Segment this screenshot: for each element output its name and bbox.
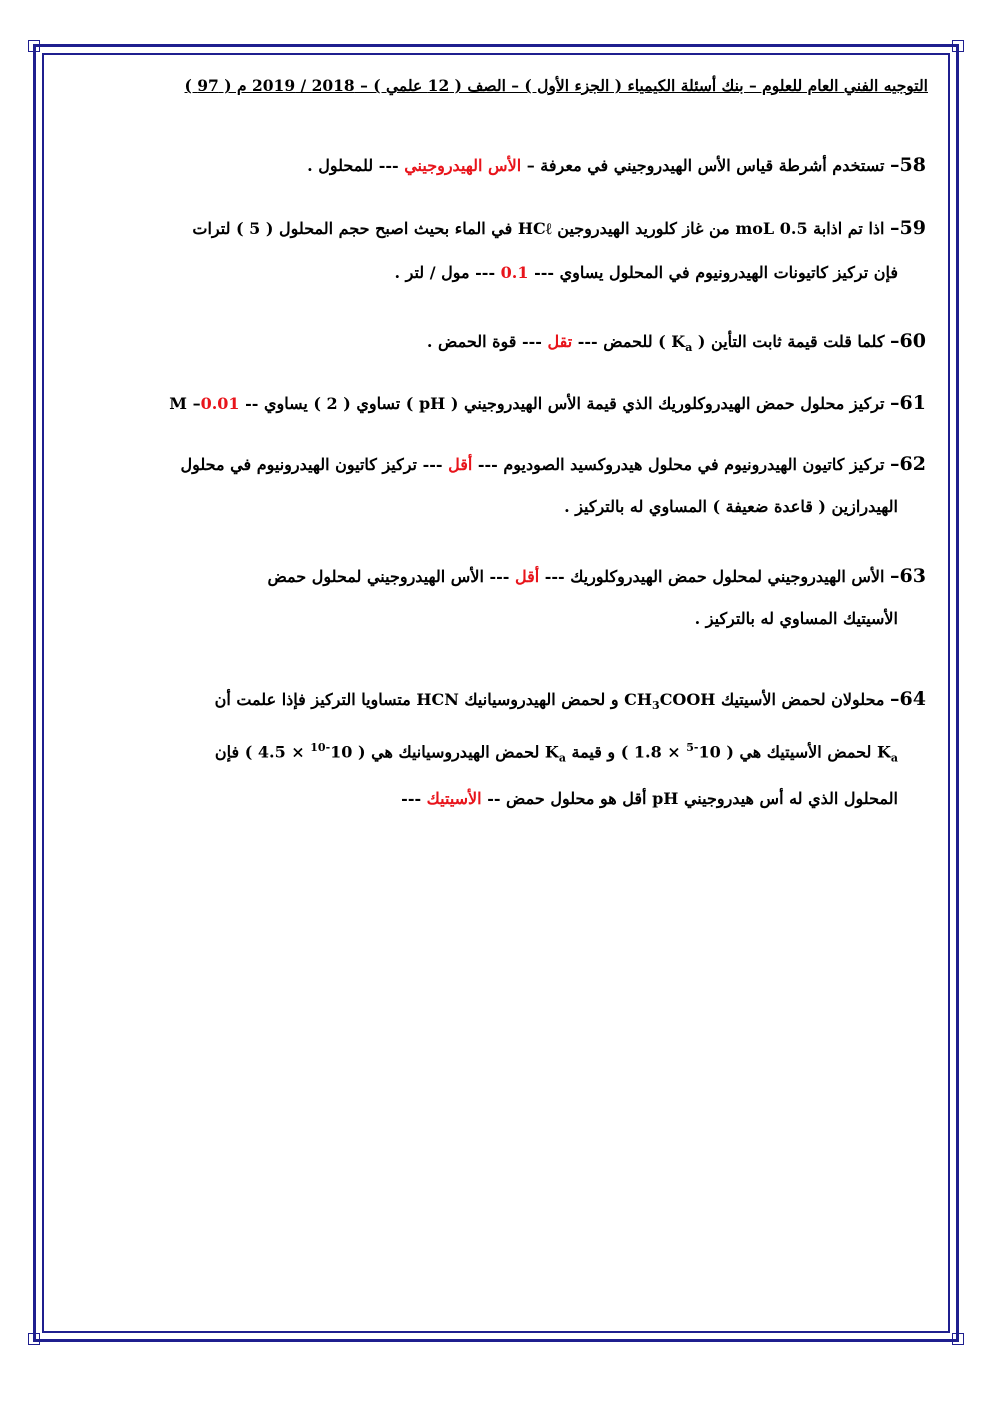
question-text: --- — [401, 788, 427, 808]
question-number: 64– — [890, 688, 926, 710]
question-text: تستخدم أشرطة قياس الأس الهيدروجيني في معرفة – — [521, 156, 891, 175]
question-number: 60– — [890, 330, 926, 352]
question-text: محلولان لحمض الأسيتيك CH — [624, 690, 891, 709]
answer-text: الأس الهيدروجيني — [404, 156, 522, 175]
subscript: a — [685, 341, 693, 355]
subscript: a — [558, 751, 566, 765]
question-number: 59– — [890, 217, 926, 239]
page-content — [56, 66, 928, 95]
question-text: المحلول الذي له أس هيدروجيني pH أقل هو محلول حمض -- — [481, 788, 898, 808]
question-text: الهيدرازين ( قاعدة ضعيفة ) المساوي له بالتركيز . — [564, 497, 898, 516]
answer-text: أقل — [448, 455, 473, 474]
answer-text: تقل — [547, 332, 573, 351]
question-text: لحمض الهيدروسيانيك هي ( 10 — [330, 742, 545, 762]
question-text: --- تركيز كاتيون الهيدرونيوم في محلول — [180, 455, 449, 474]
corner-ornament — [952, 40, 964, 52]
question-text: --- مول / لتر . — [394, 263, 501, 282]
question-number: 62– — [890, 453, 926, 475]
question-text: × 1.8 ) و قيمة K — [544, 742, 687, 762]
question-63 — [66, 561, 926, 634]
question-text: ) للحمض --- — [572, 332, 672, 351]
question-number: 63– — [890, 565, 926, 587]
question-text: تركيز محلول حمض الهيدروكلوريك الذي قيمة الأس الهيدروجيني ( pH ) تساوي ( 2 ) يساوي -- — [239, 394, 891, 413]
question-text: --- قوة الحمض . — [426, 332, 548, 351]
question-text: COOH و لحمض الهيدروسيانيك HCN متساويا التركيز فإذا علمت أن — [214, 690, 716, 709]
corner-ornament — [28, 40, 40, 52]
answer-text: الأسيتيك — [426, 788, 482, 808]
subscript: 3 — [652, 699, 660, 713]
question-text: لحمض الأسيتيك هي ( 10 — [698, 742, 877, 762]
question-text: الأس الهيدروجيني لمحلول حمض الهيدروكلوريك --- — [539, 567, 891, 586]
question-64 — [66, 684, 926, 814]
question-text: الأسيتيك المساوي له بالتركيز . — [694, 609, 898, 628]
question-62 — [66, 449, 926, 522]
superscript: -10 — [310, 741, 331, 755]
question-text: --- الأس الهيدروجيني لمحلول حمض — [267, 567, 515, 586]
superscript: -5 — [686, 741, 699, 755]
page-header: التوجيه الفني العام للعلوم – بنك أسئلة الكيمياء ( الجزء الأول ) – الصف ( 12 علمي ) – 2018 / 2019 م ( 97 ) — [184, 76, 928, 95]
question-text: تركيز كاتيون الهيدرونيوم في محلول هيدروكسيد الصوديوم --- — [472, 455, 891, 474]
question-text: --- للمحلول . — [307, 156, 405, 175]
corner-ornament — [28, 1333, 40, 1345]
answer-text: 0.1 — [500, 263, 529, 282]
question-58 — [66, 150, 926, 181]
question-60 — [66, 326, 926, 363]
question-text: K — [876, 742, 891, 762]
question-text: × 4.5 ) فإن — [214, 742, 311, 762]
question-text: فإن تركيز كاتيونات الهيدرونيوم في المحلول يساوي --- — [528, 263, 898, 282]
question-text: – M — [169, 394, 201, 413]
question-59 — [66, 213, 926, 288]
answer-text: 0.01 — [200, 394, 240, 413]
question-text: اذا تم اذابة 0.5 moL من غاز كلوريد الهيدروجين HCℓ في الماء بحيث اصبح حجم المحلول ( 5 ) لترات — [192, 219, 891, 238]
question-61 — [56, 388, 926, 419]
question-text: كلما قلت قيمة ثابت التأين ( K — [671, 332, 891, 351]
subscript: a — [890, 751, 898, 765]
corner-ornament — [952, 1333, 964, 1345]
answer-text: أقل — [514, 567, 540, 586]
question-number: 61– — [890, 392, 926, 414]
question-number: 58– — [890, 154, 926, 176]
